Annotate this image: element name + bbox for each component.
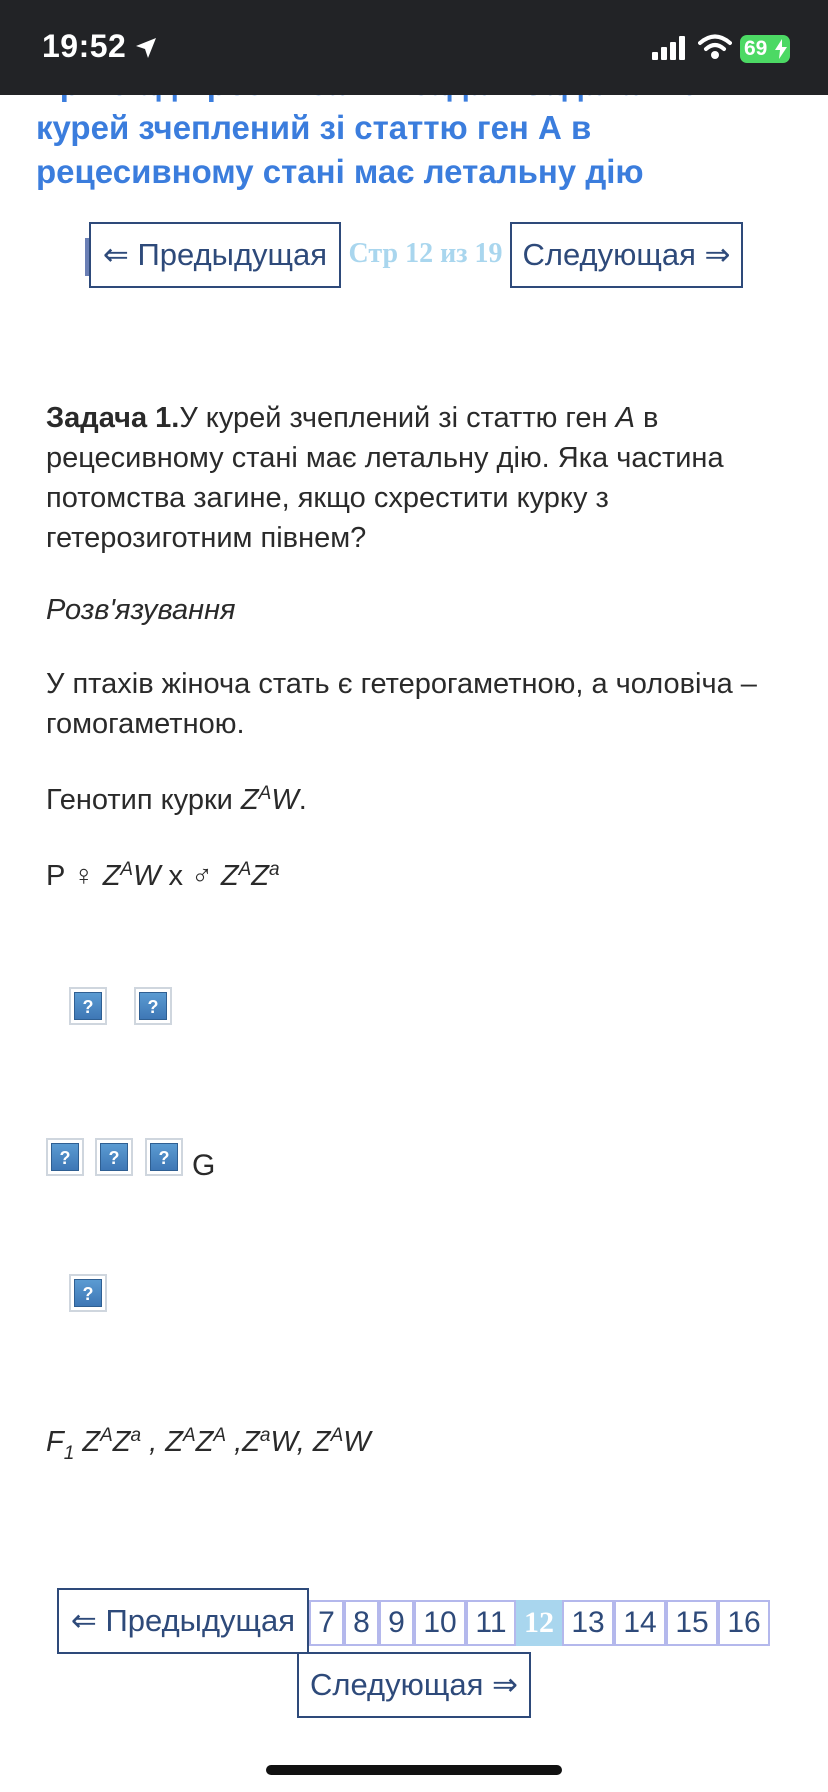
solution-heading xyxy=(46,590,236,630)
offspring-f1: $F_1$ $Z^AZ^a$ , $Z^AZ^A$ $,Z^aW$, $Z^AW$ xyxy=(46,1425,371,1464)
pager-top xyxy=(0,222,828,288)
prev-page-button[interactable]: ⇐ Предыдущая xyxy=(57,1588,309,1654)
status-time: 19:52 xyxy=(42,28,127,64)
page-link-15[interactable]: 15 xyxy=(666,1600,718,1646)
page-link-11[interactable]: 11 xyxy=(466,1600,516,1646)
status-bar xyxy=(0,0,828,95)
next-page-button[interactable]: Следующая ⇒ xyxy=(510,222,743,288)
page-link-14[interactable]: 14 xyxy=(614,1600,666,1646)
title-line: курей зчеплений зі статтю ген А в xyxy=(36,109,592,146)
task-paragraph xyxy=(46,398,816,558)
page-link-8[interactable]: 8 xyxy=(344,1600,379,1646)
task-text: в рецесивному стані має летальну дію. Яка частина потомства загине, якщо схрестити курку з гетерозиготним півнем? xyxy=(46,402,724,554)
broken-image-icon: ? xyxy=(95,1138,133,1176)
broken-image-icon: ? xyxy=(46,1138,84,1176)
birds-paragraph xyxy=(46,664,816,744)
page-link-16[interactable]: 16 xyxy=(718,1600,770,1646)
page-link-10[interactable]: 10 xyxy=(414,1600,466,1646)
next-page-button[interactable]: Следующая ⇒ xyxy=(297,1652,531,1718)
cross-sign: x ♂ xyxy=(160,860,221,892)
location-arrow-icon xyxy=(134,36,158,65)
title-line: рецесивному стані має летальну дію xyxy=(36,153,644,190)
broken-image-icon: ? xyxy=(69,1274,107,1312)
home-indicator[interactable] xyxy=(266,1765,562,1775)
page-indicator: Стр 12 из 19 xyxy=(348,238,503,269)
task-label: Задача 1. xyxy=(46,402,180,434)
f1-subscript: 1 xyxy=(63,1443,75,1464)
current-page: 12 xyxy=(516,1600,562,1646)
battery-level: 69 xyxy=(744,37,768,60)
parents-label: P ♀ xyxy=(46,860,103,892)
page-link-9[interactable]: 9 xyxy=(379,1600,414,1646)
gene-symbol: А xyxy=(615,402,635,434)
f1-label: F xyxy=(46,1426,64,1458)
battery-indicator xyxy=(740,35,790,63)
wifi-icon xyxy=(698,34,732,65)
hen-genotype: Генотип курки $Z^AW$. xyxy=(46,783,307,816)
solution-heading-text: Розв'язування xyxy=(46,594,236,626)
gametes-label: G xyxy=(192,1149,216,1182)
page-link-7[interactable]: 7 xyxy=(309,1600,344,1646)
prev-page-button[interactable]: ⇐ Предыдущая xyxy=(89,222,341,288)
charging-bolt-icon xyxy=(775,39,787,67)
broken-image-icon: ? xyxy=(134,987,172,1025)
task-text: У курей зчеплений зі статтю ген xyxy=(179,402,616,434)
hen-genotype-label: Генотип курки xyxy=(46,784,241,816)
parents-cross: P ♀ $Z^AW$ x ♂ $Z^AZ^a$ xyxy=(46,859,280,892)
cellular-signal-icon xyxy=(652,36,688,65)
broken-image-icon: ? xyxy=(145,1138,183,1176)
broken-image-icon: ? xyxy=(69,987,107,1025)
birds-text: У птахів жіноча стать є гетерогаметною, а чоловіча – гомогаметною. xyxy=(46,668,757,740)
page-link-13[interactable]: 13 xyxy=(562,1600,614,1646)
